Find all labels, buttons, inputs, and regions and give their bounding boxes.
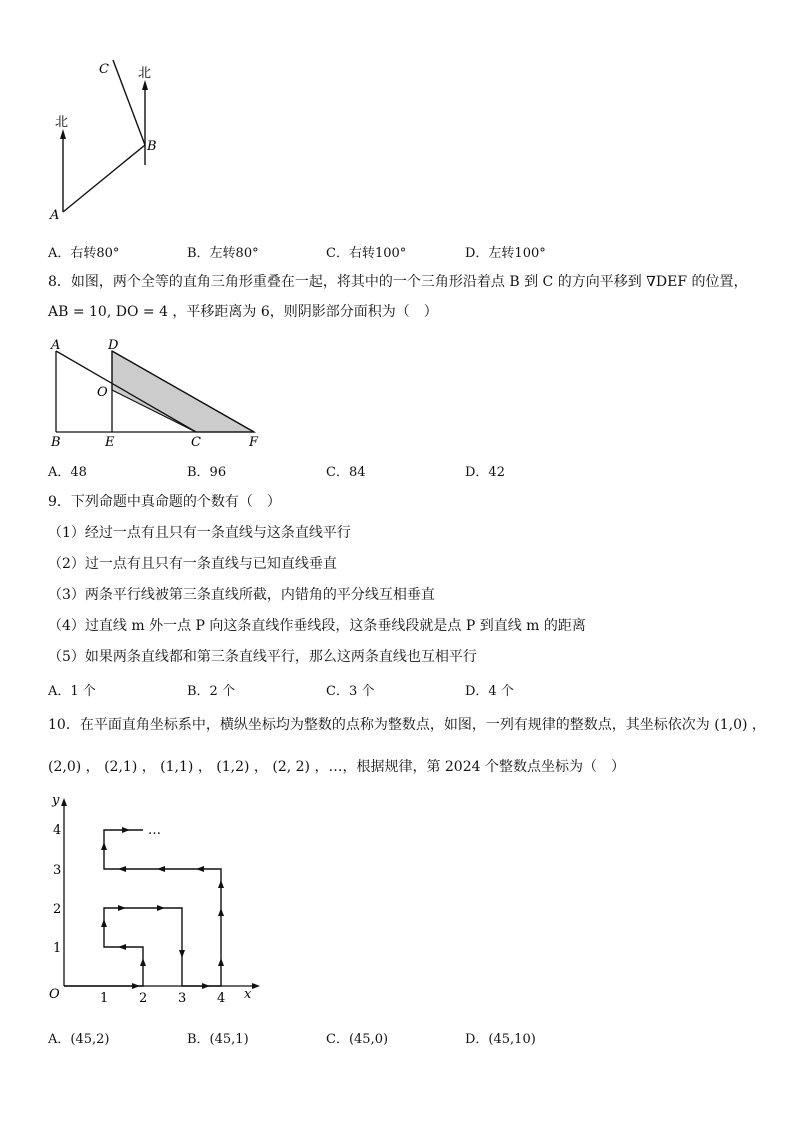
q9-item-1: （1）经过一点有且只有一条直线与这条直线平行 xyxy=(48,525,351,541)
north-label-left: 北 xyxy=(55,115,69,130)
y-axis-label: y xyxy=(52,793,60,808)
q9-item-4: （4）过直线 m 外一点 P 向这条直线作垂线段，这条垂线段就是点 P 到直线 m 的距离 xyxy=(48,618,586,634)
option-a[interactable]: A．48 xyxy=(48,465,87,480)
q8-stem-line2: AB = 10, DO = 4 ，平移距离为 6，则阴影部分面积为（ ） xyxy=(48,304,438,320)
option-a[interactable]: A．右转80° xyxy=(48,246,120,261)
option-b[interactable]: B．左转80° xyxy=(187,246,259,261)
option-a[interactable]: A．(45,2) xyxy=(48,1032,110,1047)
option-c[interactable]: C．右转100° xyxy=(326,246,407,261)
x-tick-labels xyxy=(100,991,225,1006)
q10-stem-line2: (2,0) ， (2,1) ， (1,1) ， (1,2) ， (2, 2) ，…，根据规律，第 2024 个整数点坐标为（ ） xyxy=(48,759,625,775)
label-d: D xyxy=(108,338,119,353)
y-tick-labels xyxy=(53,823,61,956)
point-b-label: B xyxy=(147,139,157,154)
label-e: E xyxy=(105,435,115,450)
label-f: F xyxy=(249,435,259,450)
label-o: O xyxy=(97,385,108,400)
origin-label: O xyxy=(49,987,60,1002)
x-tick-2: 2 xyxy=(139,991,148,1006)
path-arrows xyxy=(101,827,224,989)
north-label-top: 北 xyxy=(138,66,152,81)
q10-stem-line1: 10．在平面直角坐标系中，横纵坐标均为整数的点称为整数点，如图，一列有规律的整数点，其坐标依次为 (1,0) ， xyxy=(48,717,766,733)
point-a-label: A xyxy=(50,208,60,223)
label-b: B xyxy=(51,435,61,450)
option-b[interactable]: B．2 个 xyxy=(187,684,235,699)
option-c[interactable]: C．(45,0) xyxy=(326,1032,389,1047)
label-a: A xyxy=(51,338,61,353)
direction-figure xyxy=(0,0,794,240)
x-tick-3: 3 xyxy=(178,991,187,1006)
y-tick-4: 4 xyxy=(53,823,62,838)
q9-item-3: （3）两条平行线被第三条直线所截，内错角的平分线互相垂直 xyxy=(48,587,435,603)
x-tick-4: 4 xyxy=(217,991,226,1006)
x-axis-label: x xyxy=(244,987,252,1002)
option-b[interactable]: B．(45,1) xyxy=(187,1032,249,1047)
y-tick-3: 3 xyxy=(53,863,62,878)
option-d[interactable]: D．42 xyxy=(465,465,505,480)
triangle-translation-figure xyxy=(0,330,300,455)
q9-item-5: （5）如果两条直线都和第三条直线平行，那么这两条直线也互相平行 xyxy=(48,649,477,665)
x-tick-1: 1 xyxy=(100,991,109,1006)
y-tick-2: 2 xyxy=(53,902,62,917)
y-tick-1: 1 xyxy=(53,941,62,956)
option-c[interactable]: C．84 xyxy=(326,465,366,480)
lattice-path-figure xyxy=(0,790,300,1010)
option-d[interactable]: D．4 个 xyxy=(465,684,514,699)
option-d[interactable]: D．(45,10) xyxy=(465,1032,536,1047)
option-c[interactable]: C．3 个 xyxy=(326,684,375,699)
option-b[interactable]: B．96 xyxy=(187,465,227,480)
option-a[interactable]: A．1 个 xyxy=(48,684,96,699)
q8-stem-line1: 8．如图，两个全等的直角三角形重叠在一起，将其中的一个三角形沿着点 B 到 C 的方向平移到 ∇DEF 的位置， xyxy=(48,274,748,290)
continuation-ellipsis: … xyxy=(148,823,161,838)
option-d[interactable]: D．左转100° xyxy=(465,246,546,261)
q9-item-2: （2）过一点有且只有一条直线与已知直线垂直 xyxy=(48,556,337,572)
q9-stem: 9．下列命题中真命题的个数有（ ） xyxy=(48,494,281,510)
label-c: C xyxy=(191,435,201,450)
point-c-label: C xyxy=(99,62,109,77)
